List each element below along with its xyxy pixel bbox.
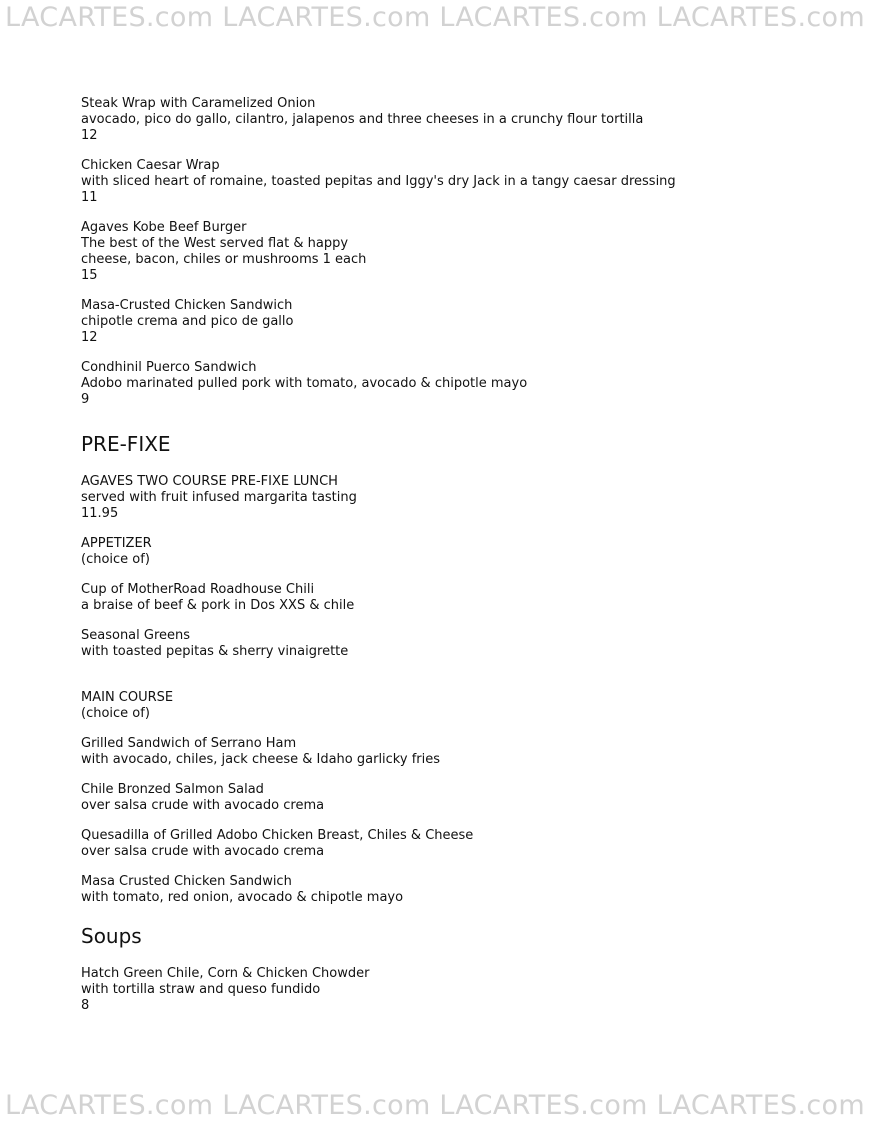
item-price: 15 — [81, 268, 98, 283]
item-name: Hatch Green Chile, Corn & Chicken Chowder — [81, 966, 370, 981]
course-label-appetizer — [81, 536, 841, 568]
item-name: Masa Crusted Chicken Sandwich — [81, 874, 292, 889]
item-name: Chile Bronzed Salmon Salad — [81, 782, 264, 797]
item-name: Quesadilla of Grilled Adobo Chicken Breast, Chiles & Cheese — [81, 828, 474, 843]
menu-item — [81, 96, 841, 144]
item-name: Agaves Kobe Beef Burger — [81, 220, 247, 235]
item-price: 8 — [81, 998, 90, 1013]
menu-item — [81, 298, 841, 346]
item-description: served with fruit infused margarita tasting — [81, 490, 357, 505]
item-description: with toasted pepitas & sherry vinaigrette — [81, 644, 349, 659]
menu-item — [81, 628, 841, 660]
item-description: with avocado, chiles, jack cheese & Idaho garlicky fries — [81, 752, 441, 767]
item-price: 12 — [81, 330, 98, 345]
section-heading-soups: Soups — [81, 924, 142, 948]
menu-content — [81, 96, 841, 1028]
menu-item — [81, 828, 841, 860]
item-name: Masa-Crusted Chicken Sandwich — [81, 298, 293, 313]
item-name: Cup of MotherRoad Roadhouse Chili — [81, 582, 315, 597]
menu-item — [81, 360, 841, 408]
item-name: Chicken Caesar Wrap — [81, 158, 220, 173]
course-note: (choice of) — [81, 706, 150, 721]
menu-item — [81, 874, 841, 906]
item-name: Grilled Sandwich of Serrano Ham — [81, 736, 297, 751]
item-description: over salsa crude with avocado crema — [81, 798, 325, 813]
menu-item — [81, 966, 841, 1014]
item-name: Condhinil Puerco Sandwich — [81, 360, 257, 375]
item-price: 11.95 — [81, 506, 119, 521]
item-price: 11 — [81, 190, 98, 205]
menu-item — [81, 736, 841, 768]
menu-item — [81, 158, 841, 206]
watermark-top: LACARTES.com LACARTES.com LACARTES.com LACARTES.com — [5, 2, 865, 33]
item-description: The best of the West served flat & happy — [81, 236, 349, 251]
menu-item — [81, 220, 841, 284]
menu-item — [81, 582, 841, 614]
course-label-main — [81, 690, 841, 722]
course-note: (choice of) — [81, 552, 150, 567]
item-description: avocado, pico do gallo, cilantro, jalapenos and three cheeses in a crunchy flour tortilla — [81, 112, 644, 127]
item-description: with tomato, red onion, avocado & chipotle mayo — [81, 890, 404, 905]
item-price: 12 — [81, 128, 98, 143]
menu-item — [81, 782, 841, 814]
item-price: 9 — [81, 392, 90, 407]
item-description: Adobo marinated pulled pork with tomato, avocado & chipotle mayo — [81, 376, 528, 391]
item-description-2: cheese, bacon, chiles or mushrooms 1 each — [81, 252, 367, 267]
item-name: Steak Wrap with Caramelized Onion — [81, 96, 316, 111]
section-heading-prefixe: PRE-FIXE — [81, 432, 171, 456]
item-description: with sliced heart of romaine, toasted pepitas and Iggy's dry Jack in a tangy caesar dressing — [81, 174, 676, 189]
prefixe-intro — [81, 474, 841, 522]
item-description: with tortilla straw and queso fundido — [81, 982, 321, 997]
course-title: MAIN COURSE — [81, 690, 174, 705]
course-title: APPETIZER — [81, 536, 152, 551]
item-description: chipotle crema and pico de gallo — [81, 314, 294, 329]
item-description: a braise of beef & pork in Dos XXS & chile — [81, 598, 355, 613]
watermark-bottom: LACARTES.com LACARTES.com LACARTES.com LACARTES.com — [5, 1090, 865, 1121]
item-description: over salsa crude with avocado crema — [81, 844, 325, 859]
item-name: AGAVES TWO COURSE PRE-FIXE LUNCH — [81, 474, 338, 489]
item-name: Seasonal Greens — [81, 628, 191, 643]
